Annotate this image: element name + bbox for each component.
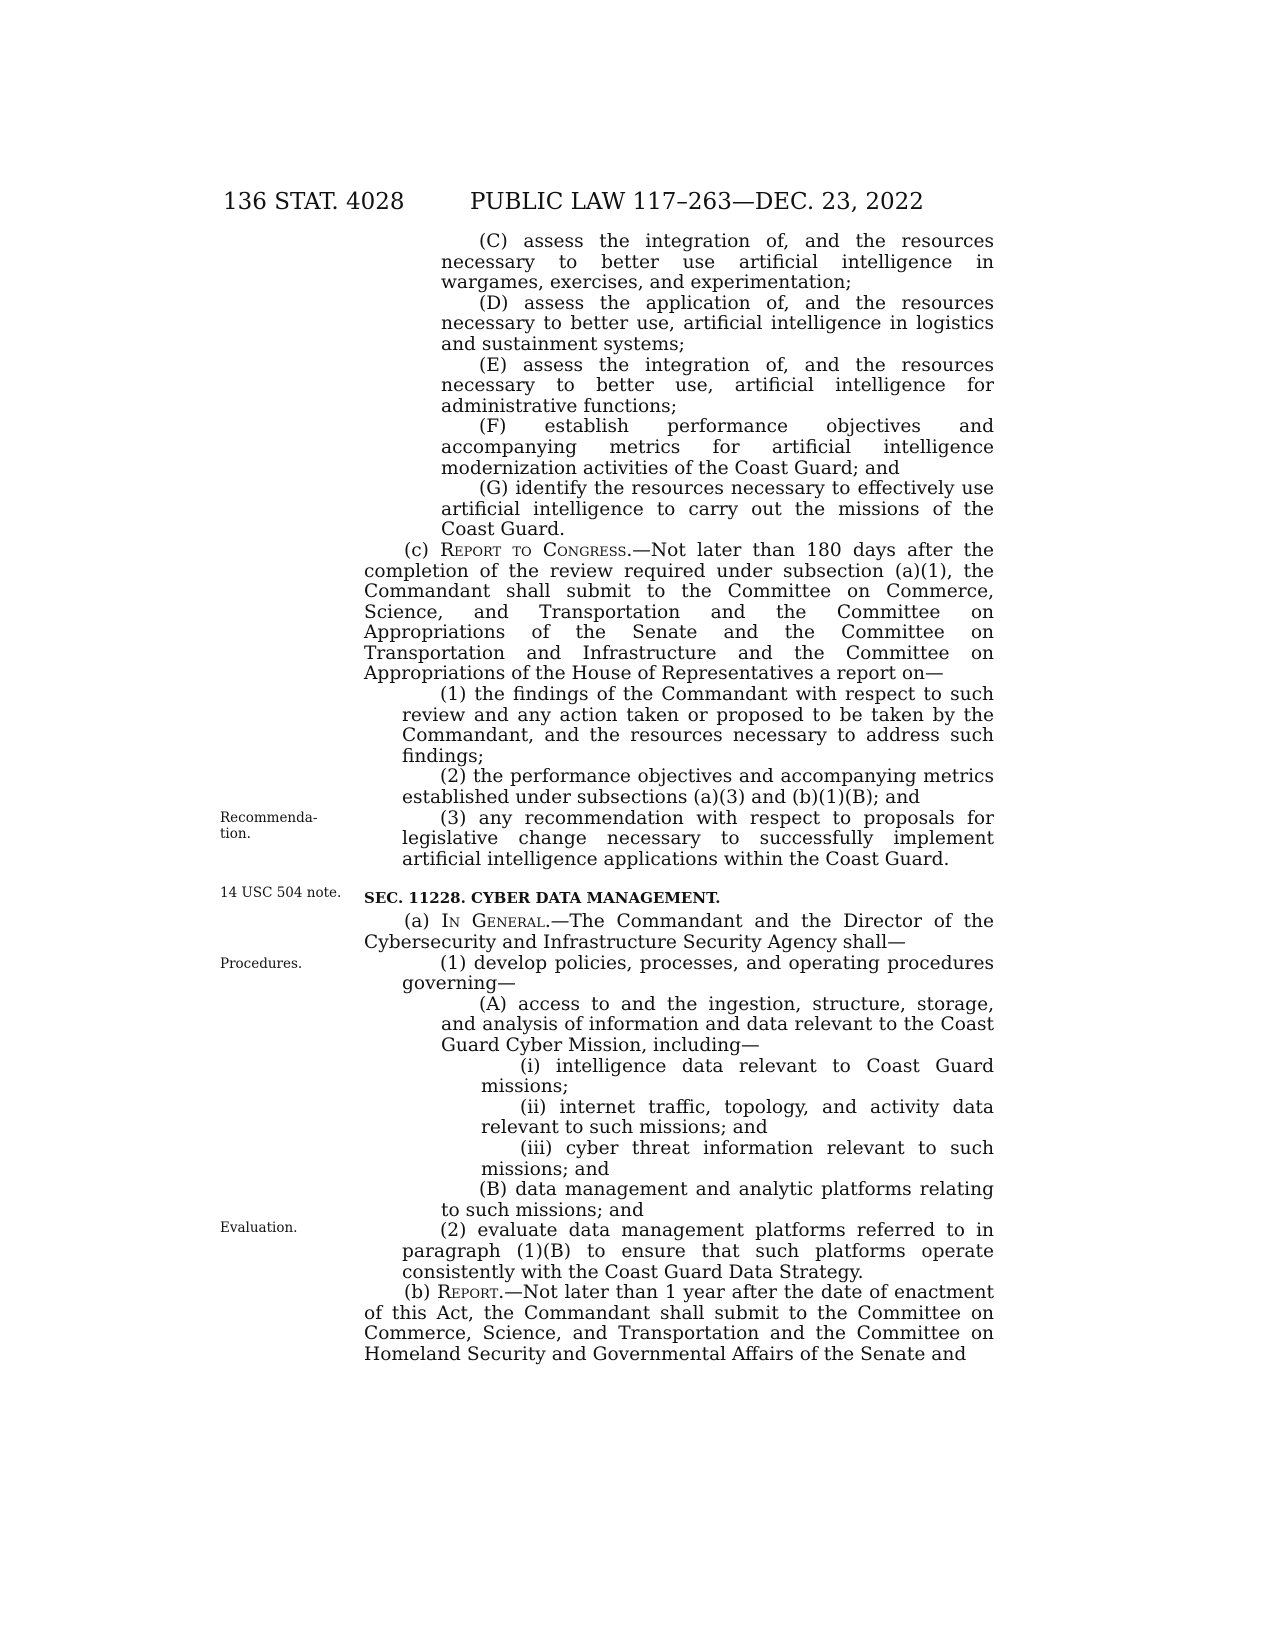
subsection-c: [364, 541, 994, 685]
section-heading: SEC. 11228. CYBER DATA MANAGEMENT.: [364, 889, 721, 908]
subparagraph-C: (C) assess the integration of, and the resources necessary to better use artificial intelligence in wargames, exercises, and experimentation;: [441, 231, 994, 294]
subsection-a: [364, 912, 994, 953]
clause-a1Ai: (i) intelligence data relevant to Coast Guard missions;: [481, 1055, 994, 1098]
subsection-heading: Report: [437, 1282, 499, 1304]
clause-a1Aii: (ii) internet traffic, topology, and activity data relevant to such missions; and: [481, 1096, 994, 1139]
margin-note-evaluation: Evaluation.: [220, 1220, 298, 1236]
subsection-b: [364, 1283, 994, 1365]
subsection-heading: In General: [441, 911, 545, 933]
document-body: [364, 232, 994, 1365]
subparagraph-a1A: (A) access to and the ingestion, structure, storage, and analysis of information and data relevant to the Coast Guard Cyber Mission, including—: [441, 993, 994, 1056]
subsection-label: (c): [404, 539, 441, 561]
subparagraph-E: (E) assess the integration of, and the resources necessary to better use, artificial intelligence for administrative functions;: [441, 354, 994, 417]
paragraph-a1: (1) develop policies, processes, and operating procedures governing—: [402, 952, 994, 995]
margin-note-procedures: Procedures.: [220, 956, 303, 972]
page-statute-citation: 136 STAT. 4028: [223, 189, 405, 215]
margin-note-recommendation: [220, 810, 317, 842]
margin-note-line: tion.: [220, 826, 251, 842]
paragraph-a2: (2) evaluate data management platforms referred to in paragraph (1)(B) to ensure that such platforms operate consistently with the Coast Guard Data Strategy.: [402, 1220, 994, 1283]
subsection-heading: Report to Congress: [440, 539, 627, 561]
subsection-text: .—Not later than 1 year after the date of enactment of this Act, the Commandant shall submit to the Committee on Commerce, Science, and Transportation and the Committee on Homeland Security and Governmental Affairs of the Senate and: [364, 1282, 994, 1365]
subparagraph-a1B: (B) data management and analytic platforms relating to such missions; and: [441, 1179, 994, 1221]
subsection-text: .—Not later than 180 days after the completion of the review required under subsection (a)(1), the Commandant shall submit to the Committee on Commerce, Science, and Transportation and the Committee on Appropriations of the Senate and the Committee on Transportation and Infrastructure and the Committee on Appropriations of the House of Representatives a report on—: [364, 539, 994, 685]
margin-note-usc: 14 USC 504 note.: [220, 885, 342, 901]
subsection-label: (b): [404, 1282, 438, 1304]
subparagraph-F: (F) establish performance objectives and accompanying metrics for artificial intelligence modernization activities of the Coast Guard; and: [441, 416, 994, 479]
clause-a1Aiii: (iii) cyber threat information relevant to such missions; and: [481, 1137, 994, 1180]
subparagraph-D: (D) assess the application of, and the resources necessary to better use, artificial intelligence in logistics and sustainment systems;: [441, 292, 994, 355]
paragraph-c2: (2) the performance objectives and accompanying metrics established under subsections (a)(3) and (b)(1)(B); and: [402, 766, 994, 809]
subparagraph-G: (G) identify the resources necessary to effectively use artificial intelligence to carry out the missions of the Coast Guard.: [441, 478, 994, 541]
paragraph-c1: (1) the findings of the Commandant with respect to such review and any action taken or proposed to be taken by the Commandant, and the resources necessary to address such findings;: [402, 684, 994, 767]
margin-note-line: Recommenda-: [220, 810, 318, 826]
subsection-label: (a): [404, 911, 442, 933]
subsection-text: .—The Commandant and the Director of the Cybersecurity and Infrastructure Security Agency shall—: [364, 911, 994, 953]
paragraph-c3: (3) any recommendation with respect to proposals for legislative change necessary to successfully implement artificial intelligence applications within the Coast Guard.: [402, 807, 994, 870]
page-law-title: PUBLIC LAW 117–263—DEC. 23, 2022: [470, 189, 924, 215]
